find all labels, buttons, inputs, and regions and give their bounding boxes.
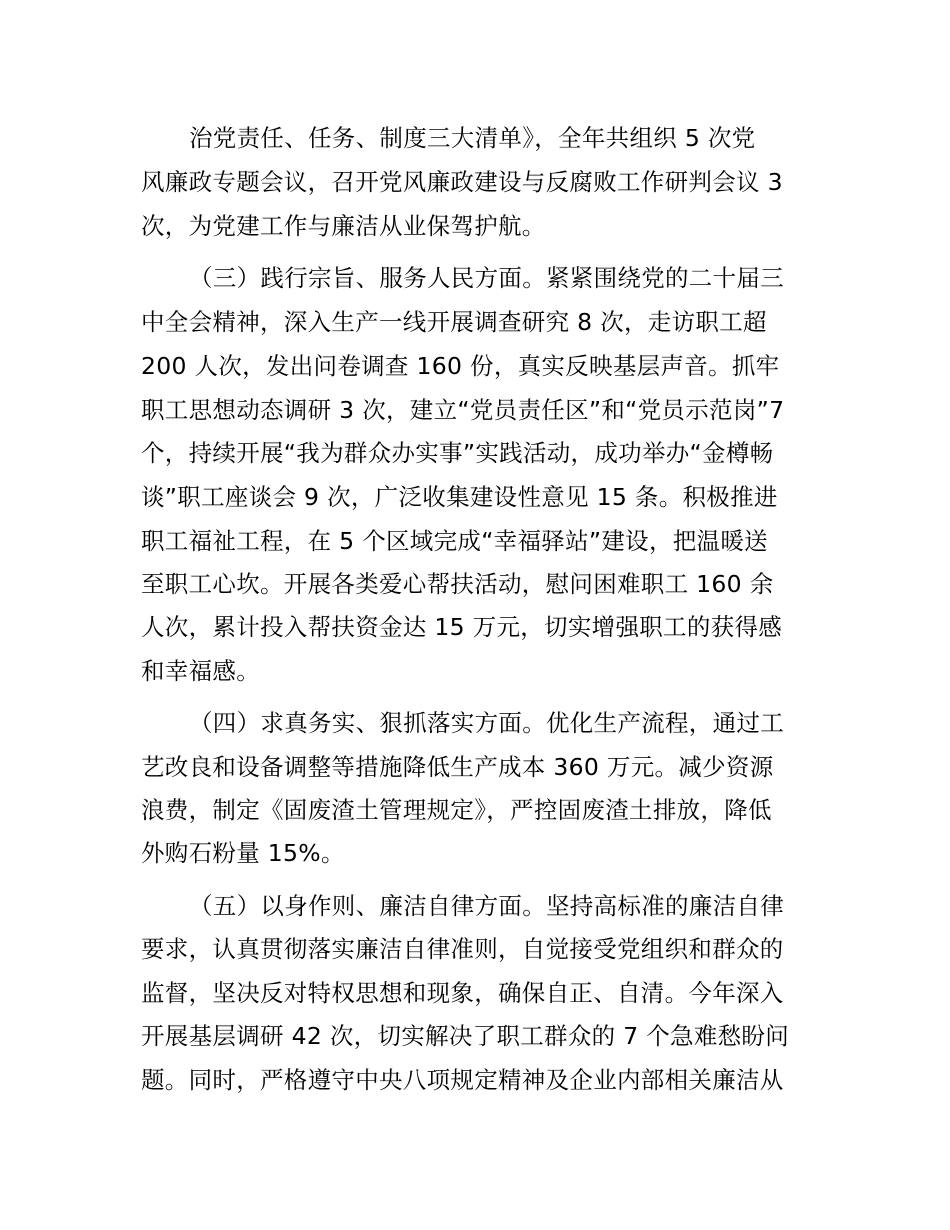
text-line: 和幸福感。 xyxy=(141,657,260,685)
text-line: 个，持续开展“我为群众办实事”实践活动，成功举办“金樽畅 xyxy=(141,439,774,467)
text-line: 200 人次，发出问卷调查 160 份，真实反映基层声音。抓牢 xyxy=(141,352,780,380)
text-line: 次，为党建工作与廉洁从业保驾护航。 xyxy=(141,212,546,240)
text-line: 职工福祉工程，在 5 个区域完成“幸福驿站”建设，把温暖送 xyxy=(141,527,768,555)
text-line: 监督，坚决反对特权思想和现象，确保自正、自清。今年深入 xyxy=(141,979,784,1007)
text-line: 职工思想动态调研 3 次，建立“党员责任区”和“党员示范岗”7 xyxy=(141,396,785,424)
text-line: 要求，认真贯彻落实廉洁自律准则，自觉接受党组织和群众的 xyxy=(141,935,784,963)
text-line: 题。同时，严格遵守中央八项规定精神及企业内部相关廉洁从 xyxy=(141,1066,784,1094)
text-line: 中全会精神，深入生产一线开展调查研究 8 次，走访职工超 xyxy=(141,308,767,336)
text-line: 开展基层调研 42 次，切实解决了职工群众的 7 个急难愁盼问 xyxy=(141,1022,790,1050)
text-line: 风廉政专题会议，召开党风廉政建设与反腐败工作研判会议 3 xyxy=(141,168,783,196)
text-line: 外购石粉量 15%。 xyxy=(141,839,345,867)
text-line: （三）践行宗旨、服务人民方面。紧紧围绕党的二十届三 xyxy=(189,264,784,292)
text-line: 至职工心坎。开展各类爱心帮扶活动，慰问困难职工 160 余 xyxy=(141,570,774,598)
text-line: 浪费，制定《固废渣土管理规定》，严控固废渣土排放，降低 xyxy=(141,796,772,824)
text-line: 艺改良和设备调整等措施降低生产成本 360 万元。减少资源 xyxy=(141,753,774,781)
text-line: （四）求真务实、狠抓落实方面。优化生产流程，通过工 xyxy=(189,709,784,737)
text-line: （五）以身作则、廉洁自律方面。坚持高标准的廉洁自律 xyxy=(189,892,784,920)
text-line: 谈”职工座谈会 9 次，广泛收集建设性意见 15 条。积极推进 xyxy=(141,483,778,511)
text-line: 人次，累计投入帮扶资金达 15 万元，切实增强职工的获得感 xyxy=(141,613,783,641)
text-line: 治党责任、任务、制度三大清单》，全年共组织 5 次党 xyxy=(189,124,756,152)
